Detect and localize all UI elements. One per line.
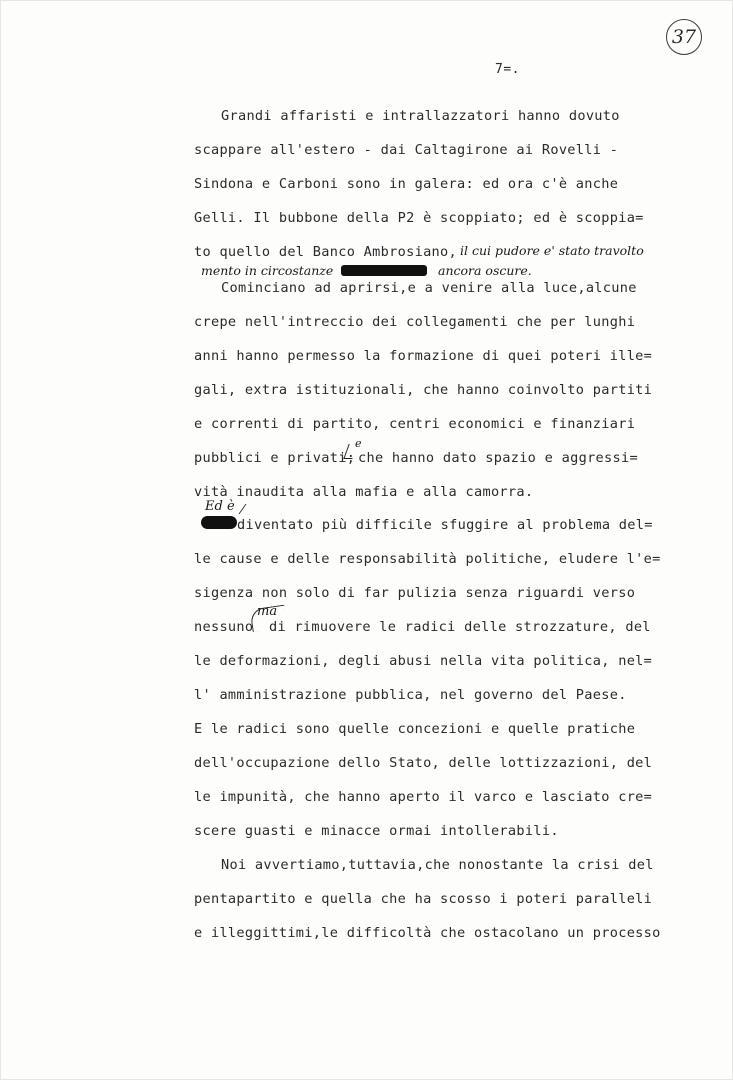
- text-line-11b: che hanno dato spazio e aggressi=: [358, 450, 638, 466]
- handwritten-note-line2-end: ancora oscure.: [438, 263, 532, 278]
- handwritten-insert-ma: ma: [257, 604, 278, 619]
- text-line-14: le cause e delle responsabilità politiche, eludere l'e=: [194, 551, 661, 567]
- text-line-25: e illeggittimi,le difficoltà che ostacolano un processo: [194, 925, 661, 941]
- text-line-13: diventato più difficile sfuggire al problema del=: [237, 517, 653, 533]
- text-line-7: crepe nell'intreccio dei collegamenti che per lunghi: [194, 314, 636, 330]
- text-line-3: Sindona e Carboni sono in galera: ed ora c'è anche: [194, 176, 619, 192]
- text-line-24: pentapartito e quella che ha scosso i poteri paralleli: [194, 891, 653, 907]
- text-line-9: gali, extra istituzionali, che hanno coinvolto partiti: [194, 382, 653, 398]
- text-line-17: le deformazioni, degli abusi nella vita politica, nel=: [194, 653, 653, 669]
- text-line-22: scere guasti e minacce ormai intollerabili.: [194, 823, 559, 839]
- text-line-6: Cominciano ad aprirsi,e a venire alla luce,alcune: [221, 280, 637, 296]
- text-line-10: e correnti di partito, centri economici e finanziari: [194, 416, 636, 432]
- text-line-18: l' amministrazione pubblica, nel governo del Paese.: [194, 687, 627, 703]
- page-stamp: 37: [666, 19, 702, 55]
- page-number: 7=.: [495, 62, 520, 77]
- text-line-4: Gelli. Il bubbone della P2 è scoppiato; ed è scoppia=: [194, 210, 644, 226]
- text-line-15: sigenza non solo di far pulizia senza riguardi verso: [194, 585, 636, 601]
- text-line-20: dell'occupazione dello Stato, delle lottizzazioni, del: [194, 755, 653, 771]
- text-line-8: anni hanno permesso la formazione di quei poteri ille=: [194, 348, 653, 364]
- handwritten-insert-e: e: [355, 437, 362, 450]
- text-line-5: to quello del Banco Ambrosiano,: [194, 244, 458, 260]
- text-line-16a: nessuno: [194, 619, 254, 635]
- text-line-1: Grandi affaristi e intrallazzatori hanno dovuto: [221, 108, 620, 124]
- handwritten-insert-ede: Ed è: [205, 499, 235, 514]
- text-line-11a: pubblici e privati;: [194, 450, 356, 466]
- text-line-23: Noi avvertiamo,tuttavia,che nonostante la crisi del: [221, 857, 654, 873]
- handwritten-note-line2: mento in circostanze: [201, 263, 334, 278]
- text-line-19: E le radici sono quelle concezioni e quelle pratiche: [194, 721, 636, 737]
- handwritten-note-line1: il cui pudore e' stato travolto: [460, 243, 644, 258]
- text-line-21: le impunità, che hanno aperto il varco e lasciato cre=: [194, 789, 653, 805]
- text-line-12: vità inaudita alla mafia e alla camorra.: [194, 484, 534, 500]
- crossed-out-word: [201, 516, 237, 529]
- text-line-2: scappare all'estero - dai Caltagirone ai Rovelli -: [194, 142, 619, 158]
- redaction-block: [341, 265, 427, 276]
- text-line-16b: di rimuovere le radici delle strozzature, del: [269, 619, 651, 635]
